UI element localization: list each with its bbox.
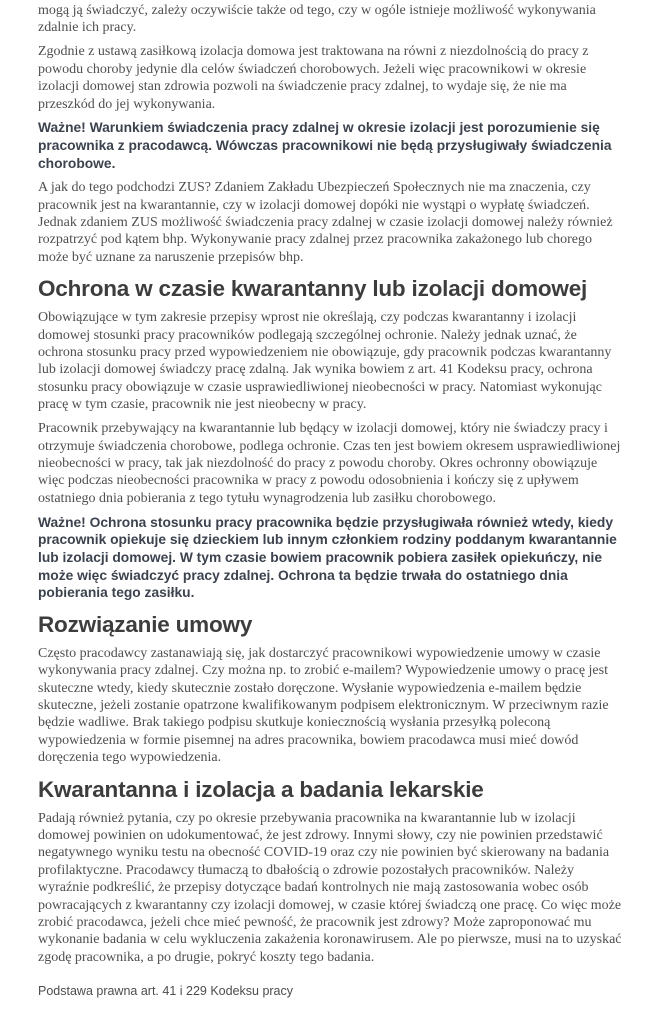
article-paragraph: A jak do tego podchodzi ZUS? Zdaniem Zakładu Ubezpieczeń Społecznych nie ma znaczenia, czy pracownik jest na kwarantannie, czy w izolacji domowej dopóki nie wystąpi o wypłatę świadczeń. Jednak zdaniem ZUS możliwość świadczenia pracy zdalnej w czasie izolacji domowej należy również rozpatrzyć pod kątem bhp. Wykonywanie pracy zdalnej przez pracownika zakażonego lub chorego może być uznane za naruszenie przepisów bhp. bbox=[38, 180, 613, 265]
legal-basis-note: Podstawa prawna art. 41 i 229 Kodeksu pracy bbox=[38, 984, 294, 999]
section-heading: Kwarantanna i izolacja a badania lekarskie bbox=[38, 776, 484, 802]
article-paragraph: Zgodnie z ustawą zasiłkową izolacja domowa jest traktowana na równi z niezdolnością do pracy z powodu choroby jedynie dla celów świadczeń chorobowych. Jeżeli więc pracownikowi w okresie izolacji domowej stan zdrowia pozwoli na świadczenie pracy zdalnej, to wydaje się, że nie ma przeszkód do jej wykonywania. bbox=[38, 44, 589, 112]
article-paragraph: Padają również pytania, czy po okresie przebywania pracownika na kwarantannie lub w izolacji domowej powinien on udokumentować, że jest zdrowy. Innymi słowy, czy nie powinien przedstawić negatywnego wyniku testu na obecność COVID-19 oraz czy nie powinien być skierowany na badania profilaktyczne. Pracodawcy tłumaczą to dbałością o zdrowie pozostałych pracowników. Należy wyraźnie podkreślić, że przepisy dotyczące badań kontrolnych nie mają zastosowania wobec osób powracających z kwarantanny czy izolacji domowej, w czasie której świadczą one pracę. Co więc może zrobić pracodawca, jeżeli chce mieć pewność, że pracownik jest zdrowy? Może zaproponować mu wykonanie badania w celu wykluczenia zakażenia koronawirusem. Ale po pierwsze, musi na to uzyskać zgodę pracownika, a po drugie, pokryć koszty tego badania. bbox=[38, 810, 622, 965]
important-note: Ważne! Ochrona stosunku pracy pracownika będzie przysługiwała również wtedy, kiedy pracownik opiekuje się dzieckiem lub innym członkiem rodziny poddanym kwarantannie lub izolacji domowej. W tym czasie bowiem pracownik pobiera zasiłek opiekuńczy, nie może więc świadczyć pracy zdalnej. Ochrona ta będzie trwała do ostatniego dnia pobierania tego zasiłku. bbox=[38, 514, 617, 601]
article-paragraph: Często pracodawcy zastanawiają się, jak dostarczyć pracownikowi wypowiedzenie umowy w czasie wykonywania pracy zdalnej. Czy można np. to zrobić e-mailem? Wypowiedzenie umowy o pracę jest skuteczne wtedy, kiedy skutecznie zostało doręczone. Wysłanie wypowiedzenia e-mailem będzie skuteczne, jeżeli zostanie opatrzone kwalifikowanym podpisem elektronicznym. W przeciwnym razie będzie wadliwe. Brak takiego podpisu skutkuje koniecznością wysłania przesyłką poleconą wypowiedzenia w formie pisemnej na adres pracownika, bowiem pracodawca musi mieć dowód doręczenia tego wypowiedzenia. bbox=[38, 645, 609, 766]
section-heading: Rozwiązanie umowy bbox=[38, 611, 253, 637]
article-paragraph: Pracownik przebywający na kwarantannie lub będący w izolacji domowej, który nie świadczy pracy i otrzymuje świadczenia chorobowe, podlega ochronie. Czas ten jest bowiem okresem usprawiedliwionej nieobecności w pracy, tak jak niezdolność do pracy z powodu choroby. Okres ochronny obowiązuje więc podczas nieobecności pracownika w pracy z powodu odosobnienia i kończy się z upływem ostatniego dnia pobierania z tego tytułu wynagrodzenia lub zasiłku chorobowego. bbox=[38, 421, 621, 506]
article-paragraph: mogą ją świadczyć, zależy oczywiście także od tego, czy w ogóle istnieje możliwość wykonywania zdalnie ich pracy. bbox=[38, 3, 596, 36]
article-paragraph: Obowiązujące w tym zakresie przepisy wprost nie określają, czy podczas kwarantanny i izolacji domowej stosunki pracy pracowników podlegają szczególnej ochronie. Należy jednak uznać, że ochrona stosunku pracy przed wypowiedzeniem nie obowiązuje, gdy pracownik podczas kwarantanny lub izolacji domowej świadczy pracę zdalną. Jak wynika bowiem z art. 41 Kodeksu pracy, ochrona stosunku pracy obowiązuje w czasie usprawiedliwionej nieobecności w pracy. Natomiast wykonując pracę w tym czasie, pracownik nie jest nieobecny w pracy. bbox=[38, 310, 612, 413]
section-heading: Ochrona w czasie kwarantanny lub izolacji domowej bbox=[38, 276, 588, 302]
important-note: Ważne! Warunkiem świadczenia pracy zdalnej w okresie izolacji jest porozumienie się pracownika z pracodawcą. Wówczas pracownikowi nie będą przysługiwały świadczenia chorobowe. bbox=[38, 120, 612, 171]
